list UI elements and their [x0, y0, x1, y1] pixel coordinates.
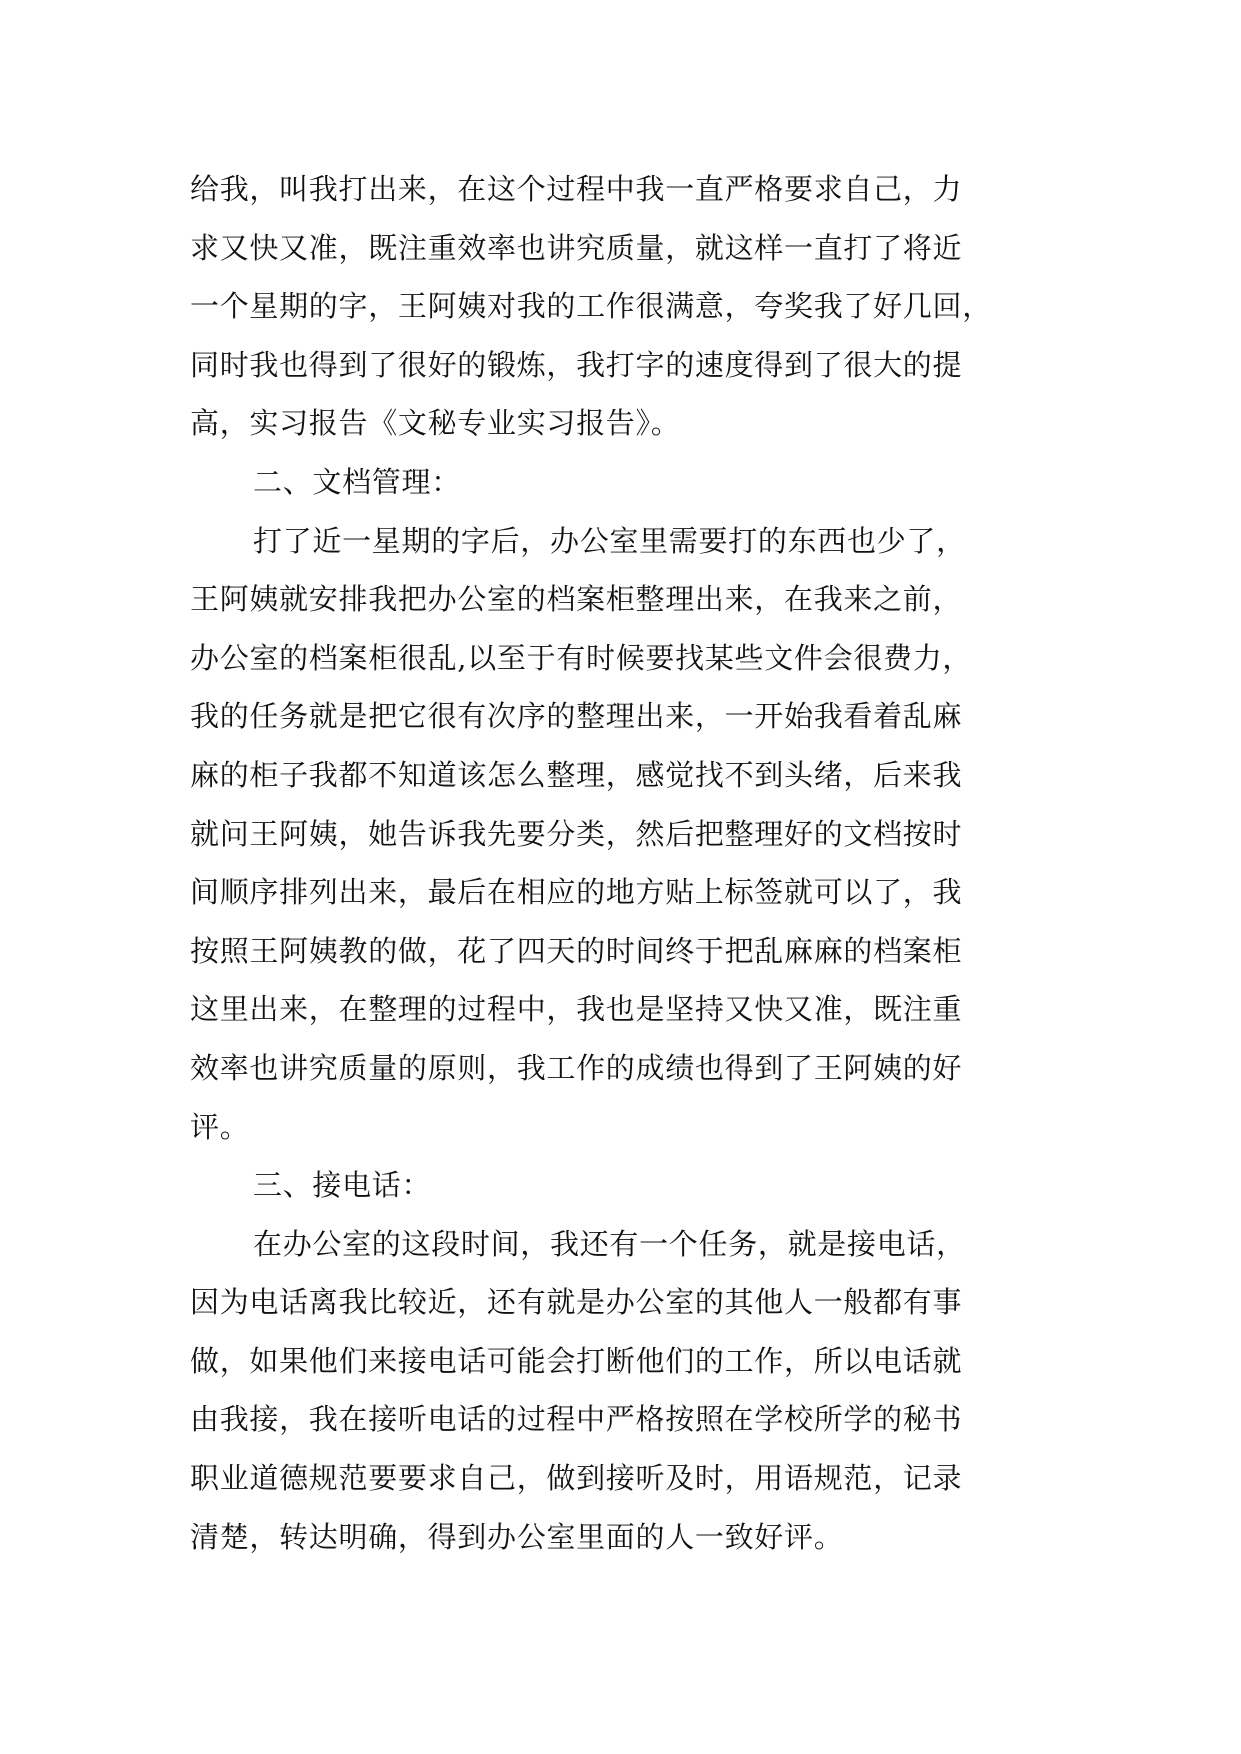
text-line: 这里出来，在整理的过程中，我也是坚持又快又准，既注重: [190, 992, 963, 1027]
text-line: 职业道德规范要要求自己，做到接听及时，用语规范，记录: [190, 1461, 963, 1496]
text-line: 效率也讲究质量的原则，我工作的成绩也得到了王阿姨的好: [190, 1050, 963, 1085]
section-heading-document-management: 二、文档管理：: [253, 464, 461, 499]
text-line: 就问王阿姨，她告诉我先要分类，然后把整理好的文档按时: [190, 816, 963, 851]
text-line: 清楚，转达明确，得到办公室里面的人一致好评。: [190, 1519, 844, 1554]
document-body: [190, 160, 1072, 1566]
text-line: 同时我也得到了很好的锻炼，我打字的速度得到了很大的提: [190, 347, 963, 382]
text-line: 求又快又准，既注重效率也讲究质量，就这样一直打了将近: [190, 230, 963, 265]
text-line: 由我接，我在接听电话的过程中严格按照在学校所学的秘书: [190, 1402, 963, 1437]
text-line: 一个星期的字，王阿姨对我的工作很满意，夸奖我了好几回，: [190, 289, 992, 324]
text-line: 我的任务就是把它很有次序的整理出来，一开始我看着乱麻: [190, 699, 963, 734]
text-line: 王阿姨就安排我把办公室的档案柜整理出来，在我来之前，: [190, 582, 963, 617]
text-line: 给我，叫我打出来，在这个过程中我一直严格要求自己，力: [190, 172, 963, 206]
text-line: 办公室的档案柜很乱,以至于有时候要找某些文件会很费力，: [190, 640, 973, 675]
text-line: 打了近一星期的字后，办公室里需要打的东西也少了，: [253, 523, 966, 558]
text-line: 做，如果他们来接电话可能会打断他们的工作，所以电话就: [190, 1343, 963, 1378]
text-line: 在办公室的这段时间，我还有一个任务，就是接电话，: [253, 1226, 966, 1261]
text-line: 麻的柜子我都不知道该怎么整理，感觉找不到头绪，后来我: [190, 757, 963, 792]
section-heading-answering-phone: 三、接电话：: [253, 1168, 432, 1203]
text-line: 高，实习报告《文秘专业实习报告》。: [190, 406, 681, 441]
text-line: 因为电话离我比较近，还有就是办公室的其他人一般都有事: [190, 1285, 963, 1320]
text-line: 按照王阿姨教的做，花了四天的时间终于把乱麻麻的档案柜: [190, 933, 963, 968]
text-line: 评。: [190, 1109, 250, 1144]
text-line: 间顺序排列出来，最后在相应的地方贴上标签就可以了，我: [190, 875, 963, 910]
